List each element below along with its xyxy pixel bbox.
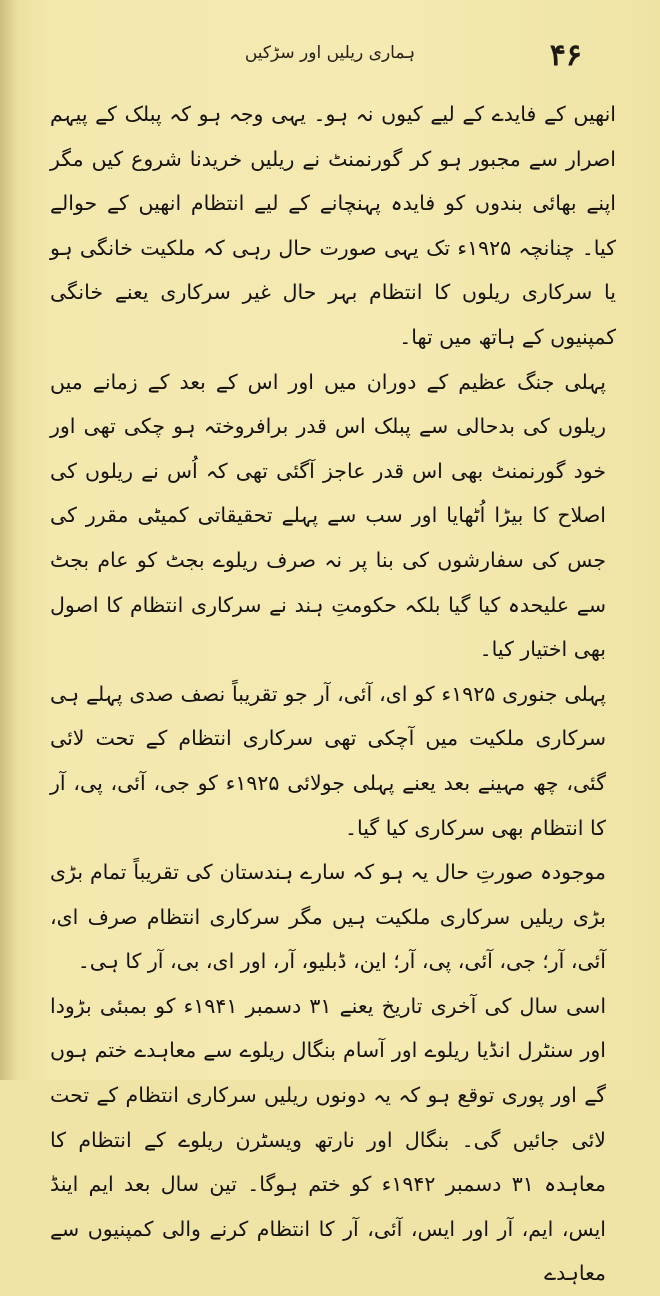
paragraph: انھیں کے فایدے کے لیے کیوں نہ ہو۔ یہی وجہ ہو کہ پبلک کے پیہم اصرار سے مجبور ہو کر گورنمنٹ نے ریلیں خریدنا شروع کیں مگر اپنے بھائی بندوں کو فایدہ پہنچانے کے لیے انتظام انھیں کے حوالے کیا۔ چنانچہ ۱۹۲۵ء تک یہی صورت حال رہی کہ ملکیت خانگی ہو یا سرکاری ریلوں کا انتظام بہر حال غیر سرکاری یعنے خانگی کمپنیوں کے ہاتھ میں تھا۔ bbox=[50, 102, 616, 349]
page-header bbox=[0, 28, 660, 88]
running-title: ہماری ریلیں اور سڑکیں bbox=[244, 43, 416, 63]
paragraph: پہلی جنوری ۱۹۲۵ء کو ای، آئی، آر جو تقریباً نصف صدی پہلے ہی سرکاری ملکیت میں آچکی تھی سرکاری انتظام کے تحت لائی گئی، چھ مہینے بعد یعنے پہلی جولائی ۱۹۲۵ء کو جی، آئی، پی، آر کا انتظام بھی سرکاری کیا گیا۔ bbox=[50, 681, 607, 840]
binding-shadow bbox=[0, 0, 18, 1080]
paragraph: پہلی جنگ عظیم کے دوران میں اور اس کے بعد کے زمانے میں ریلوں کی بدحالی سے پبلک اس قدر برافروختہ ہو چکی تھی اور خود گورنمنٹ بھی اس قدر عاجز آگئی تھی کہ اُس نے ریلوں کی اصلاح کا بیڑا اُٹھایا اور سب سے پہلے تحقیقاتی کمیٹی مقرر کی جس کی سفارشوں کی بنا پر نہ صرف ریلوے بجٹ کو عام بجٹ سے علیحدہ کیا گیا بلکہ حکومتِ ہند نے سرکاری انتظام کا اصول بھی اختیار کیا۔ bbox=[50, 369, 606, 662]
paragraph: موجودہ صورتِ حال یہ ہو کہ سارے ہندستان کی تقریباً تمام بڑی بڑی ریلیں سرکاری ملکیت ہیں مگر سرکاری انتظام صرف ای، آئی، آر؛ جی، آئی، پی، آر؛ این، ڈبلیو، آر، اور ای، بی، آر کا ہی۔ bbox=[50, 860, 606, 974]
page-number: ۴۶ bbox=[549, 38, 582, 73]
page-body bbox=[50, 92, 616, 1296]
paragraph: اسی سال کی آخری تاریخ یعنے ۳۱ دسمبر ۱۹۴۱ء کو بمبئی بڑودا اور سنٹرل انڈیا ریلوے اور آسام بنگال ریلوے سے معاہدے ختم ہوں گے اور پوری توقع ہو کہ یہ دونوں ریلیں سرکاری انتظام کے تحت لائی جائیں گی۔ بنگال اور نارتھ ویسٹرن ریلوے کے انتظام کا معاہدہ ۳۱ دسمبر ۱۹۴۲ء کو ختم ہوگا۔ تین سال بعد ایم اینڈ ایس، ایم، آر اور ایس، آئی، آر کا انتظام کرنے والی کمپنیوں سے معاہدے bbox=[50, 993, 607, 1286]
